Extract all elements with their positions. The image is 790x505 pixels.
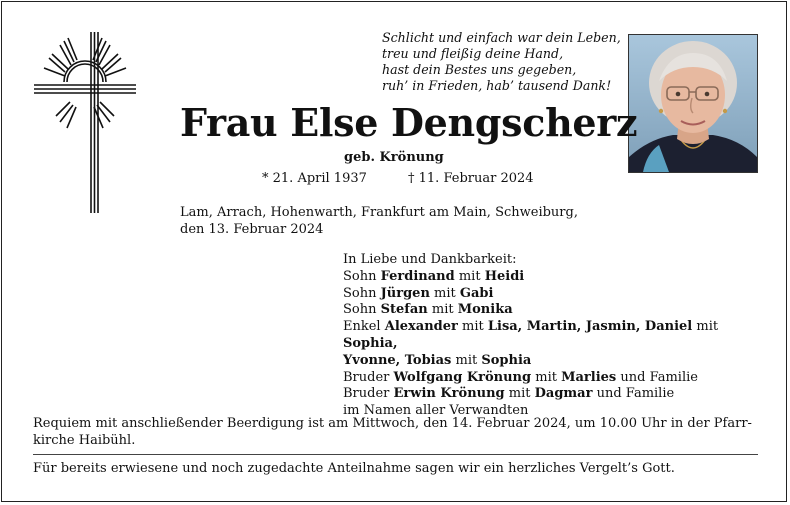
thanks-note: Für bereits erwiesene und noch zugedachte Anteilnahme sagen wir ein herzliches Vergelt’s Gott.: [33, 461, 675, 476]
family-relation-text: Sohn: [343, 268, 381, 284]
family-intro: In Liebe und Dankbarkeit:: [343, 252, 517, 267]
requiem-line: kirche Haibühl.: [33, 433, 136, 448]
family-relation-text: Enkel: [343, 319, 385, 335]
poem: [382, 30, 621, 94]
divider: [33, 454, 758, 455]
family-member-name: Stefan: [380, 302, 428, 318]
poem-line: hast dein Bestes uns gegeben,: [382, 62, 577, 77]
family-member-name: Heidi: [484, 268, 525, 284]
family-member-line: [343, 353, 763, 370]
family-member-line: [343, 286, 763, 303]
poem-line: ruh’ in Frieden, hab’ tausend Dank!: [382, 78, 612, 93]
family-member-name: Wolfgang Krönung: [393, 369, 532, 385]
family-relation-text: mit: [451, 352, 482, 368]
family-member-name: Jürgen: [380, 285, 430, 301]
family-member-name: Sophia: [481, 352, 532, 368]
places-line: Lam, Arrach, Hohenwarth, Frankfurt am Main, Schweiburg,: [180, 205, 578, 220]
family-member-name: Yvonne, Tobias: [343, 352, 452, 368]
family-relation-text: Sohn: [343, 285, 381, 301]
cross-icon: [30, 30, 140, 215]
family-member-name: Ferdinand: [380, 268, 455, 284]
family-member-name: Lisa, Martin, Jasmin, Daniel: [487, 319, 693, 335]
family-member-name: Dagmar: [534, 386, 593, 402]
birth-name: geb. Krönung: [344, 150, 444, 165]
family-relation-text: mit: [531, 369, 562, 385]
date-line: den 13. Februar 2024: [180, 222, 324, 237]
family-member-line: [343, 269, 763, 286]
family-relation-text: mit: [692, 319, 719, 335]
portrait-photo: [628, 34, 758, 173]
requiem-line: Requiem mit anschließender Beerdigung ist am Mittwoch, den 14. Februar 2024, um 10.00 Uhr in der Pfarr-: [33, 416, 752, 431]
family-relation-text: Bruder: [343, 369, 394, 385]
poem-line: treu und fleißig deine Hand,: [382, 46, 564, 61]
places-and-date: [180, 204, 578, 238]
death-date: † 11. Februar 2024: [408, 171, 534, 186]
family-member-name: Monika: [457, 302, 513, 318]
family-member-name: Sophia,: [343, 335, 398, 351]
family-member-name: Erwin Krönung: [393, 386, 505, 402]
family-relation-text: mit: [429, 285, 460, 301]
family-relation-text: mit: [457, 319, 488, 335]
family-relation-text: und Familie: [616, 369, 698, 385]
family-member-line: [343, 370, 763, 387]
family-relation-text: Bruder: [343, 386, 394, 402]
family-relation-text: und Familie: [592, 386, 675, 402]
family-member-line: [343, 319, 763, 353]
family-relation-text: Sohn: [343, 302, 381, 318]
family-members: [343, 269, 763, 420]
family-relation-text: mit: [504, 386, 535, 402]
requiem-notice: [33, 415, 758, 449]
family-member-name: Marlies: [561, 369, 617, 385]
poem-line: Schlicht und einfach war dein Leben,: [382, 30, 621, 45]
family-member-name: Gabi: [459, 285, 494, 301]
family-relation-text: mit: [454, 268, 485, 284]
family-member-line: [343, 302, 763, 319]
family-list: [343, 252, 763, 420]
deceased-name: Frau Else Dengscherz: [180, 100, 638, 145]
family-member-line: [343, 386, 763, 403]
family-member-name: Alexander: [384, 319, 458, 335]
family-relation-text: mit: [427, 302, 458, 318]
birth-date: * 21. April 1937: [262, 171, 367, 186]
family-relation-text: im Namen aller Verwandten: [343, 403, 529, 419]
